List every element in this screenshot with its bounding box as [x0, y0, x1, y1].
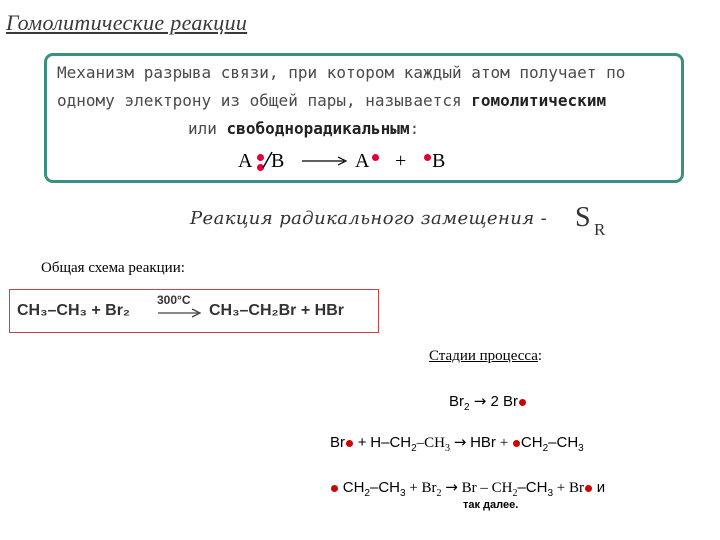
radical-dot	[519, 399, 526, 406]
two-br-radicals: 2 Br	[490, 393, 518, 410]
ethane-part-1: H–CH	[370, 434, 412, 451]
atom-b-left: B	[271, 150, 285, 172]
subscript: 3	[547, 488, 554, 499]
term-free-radical: свободнорадикальным	[226, 119, 410, 138]
arrow-icon: →	[445, 478, 458, 496]
subscript: 2	[436, 488, 442, 499]
subscript: 2	[411, 443, 417, 454]
products: CH₃–CH₂Br + HBr	[209, 302, 344, 319]
radical-dot	[513, 440, 520, 447]
slide-title: Гомолитические реакции	[6, 10, 248, 35]
subscript: 3	[578, 443, 584, 454]
radical-a: A	[355, 150, 370, 172]
sr-symbol: S	[575, 202, 591, 233]
definition-line-3	[188, 119, 419, 138]
reaction-condition: 300°C	[157, 293, 191, 307]
term-homolytic: гомолитическим	[471, 91, 607, 110]
plus-br2: + Br	[409, 480, 437, 496]
substitution-label: Реакция радикального замещения -	[190, 208, 548, 229]
bromoethane-part-1: Br – CH	[461, 480, 513, 496]
ethyl-radical-part-1: CH	[520, 434, 543, 451]
sr-subscript: R	[594, 220, 606, 239]
atom-a-left: A	[238, 150, 253, 172]
definition-line-2-text: одному электрону из общей пары, называется	[57, 91, 462, 110]
subscript: 2	[464, 402, 470, 413]
br2	[449, 393, 470, 413]
hbr: HBr	[470, 434, 496, 451]
br-text: Br	[449, 393, 464, 410]
radical-dot	[424, 154, 431, 161]
subscript: 3	[400, 488, 406, 499]
ethyl-radical-part-2: –CH	[548, 434, 579, 451]
definition-line-1: Механизм разрыва связи, при котором каждый атом получает по	[57, 63, 626, 82]
plus-sign: +	[357, 434, 367, 451]
radical-dot	[585, 485, 592, 492]
stages-heading	[429, 348, 542, 365]
definition-line-2	[57, 91, 606, 110]
definition-line-3-text: или	[188, 119, 217, 138]
radical-dot	[372, 154, 379, 161]
stages-label: Стадии процесса	[429, 348, 538, 364]
general-scheme-box	[9, 289, 379, 333]
ethane-part-2: –CH	[416, 435, 446, 451]
stage-1	[449, 392, 527, 413]
stages-colon: :	[537, 348, 543, 364]
radical-b: B	[432, 150, 446, 172]
subscript: 2	[512, 488, 518, 499]
ethyl-radical-part-2: –CH	[369, 479, 400, 496]
plus-sign: +	[395, 150, 407, 172]
subscript: 2	[542, 443, 549, 454]
general-scheme-label: Общая схема реакции:	[41, 260, 185, 276]
reaction-arrow-icon	[302, 156, 348, 166]
subscript: 3	[445, 443, 451, 454]
plus-br-radical: + Br	[556, 480, 584, 496]
bond-cleavage-equation	[238, 146, 468, 176]
ethyl-radical-part-1: CH	[342, 479, 365, 496]
stage-3	[330, 478, 605, 499]
and-text: и	[596, 479, 606, 496]
bromoethane-part-2: –CH	[517, 479, 548, 496]
and-so-on: так далее.	[463, 499, 519, 511]
radical-dot	[346, 440, 353, 447]
arrow-icon: →	[453, 433, 467, 451]
br-radical: Br	[330, 434, 345, 451]
radical-dot	[331, 485, 338, 492]
reactants: CH₃–CH₃ + Br₂	[17, 302, 131, 319]
subscript: 2	[364, 488, 370, 499]
plus-sign: +	[499, 435, 509, 451]
definition-line-3-colon: :	[409, 119, 420, 138]
stage-2	[330, 433, 584, 454]
arrow-icon: →	[473, 392, 487, 410]
reaction-arrow-icon	[158, 308, 202, 318]
